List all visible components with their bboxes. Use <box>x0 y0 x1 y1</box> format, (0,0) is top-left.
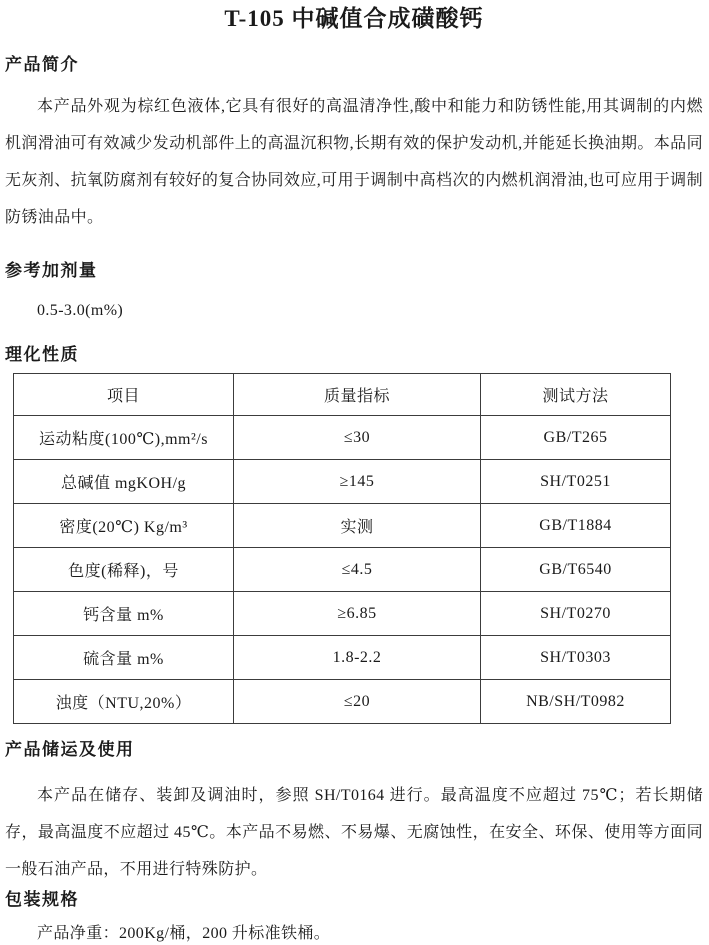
column-header-quality-index: 质量指标 <box>234 374 481 416</box>
table-cell-method: SH/T0270 <box>481 592 671 636</box>
column-header-test-method: 测试方法 <box>481 374 671 416</box>
section-heading-product-intro: 产品简介 <box>5 55 79 74</box>
table-cell-index: 实测 <box>234 504 481 548</box>
table-cell-method: GB/T6540 <box>481 548 671 592</box>
table-row <box>14 504 671 548</box>
document-title: T-105 中碱值合成磺酸钙 <box>224 6 484 31</box>
table-row <box>14 636 671 680</box>
table-row <box>14 416 671 460</box>
table-cell-item: 总碱值 mgKOH/g <box>14 460 234 504</box>
column-header-item: 项目 <box>14 374 234 416</box>
section-heading-packaging: 包装规格 <box>5 890 79 909</box>
table-cell-index: ≤30 <box>234 416 481 460</box>
product-intro-paragraph: 本产品外观为棕红色液体,它具有很好的高温清净性,酸中和能力和防锈性能,用其调制的内燃机润滑油可有效减少发动机部件上的高温沉积物,长期有效的保护发动机,并能延长换油期。本品同无灰剂、抗氧防腐剂有较好的复合协同效应,可用于调制中高档次的内燃机润滑油,也可应用于调制防锈油品中。 <box>5 98 703 226</box>
table-cell-method: SH/T0251 <box>481 460 671 504</box>
table-cell-method: NB/SH/T0982 <box>481 680 671 724</box>
table-cell-index: 1.8-2.2 <box>234 636 481 680</box>
section-heading-storage: 产品储运及使用 <box>5 740 135 759</box>
table-cell-item: 浊度（NTU,20%） <box>14 680 234 724</box>
table-cell-item: 钙含量 m% <box>14 592 234 636</box>
dosage-value: 0.5-3.0(m%) <box>37 302 124 319</box>
properties-table <box>13 373 671 724</box>
table-cell-index: ≥6.85 <box>234 592 481 636</box>
packaging-paragraph: 产品净重：200Kg/桶，200 升标准铁桶。 <box>37 925 331 942</box>
table-row <box>14 592 671 636</box>
table-cell-index: ≤4.5 <box>234 548 481 592</box>
table-cell-method: GB/T1884 <box>481 504 671 548</box>
storage-paragraph: 本产品在储存、装卸及调油时，参照 SH/T0164 进行。最高温度不应超过 75℃；若长期储存，最高温度不应超过 45℃。本产品不易燃、不易爆、无腐蚀性，在安全、环保、使用等方面同一般石油产品，不用进行特殊防护。 <box>5 787 703 878</box>
table-cell-item: 硫含量 m% <box>14 636 234 680</box>
table-cell-index: ≤20 <box>234 680 481 724</box>
table-cell-method: GB/T265 <box>481 416 671 460</box>
table-cell-item: 运动粘度(100℃),mm²/s <box>14 416 234 460</box>
table-row <box>14 680 671 724</box>
table-cell-item: 密度(20℃) Kg/m³ <box>14 504 234 548</box>
table-cell-index: ≥145 <box>234 460 481 504</box>
section-heading-properties: 理化性质 <box>5 345 79 364</box>
table-header-row <box>14 374 671 416</box>
table-row <box>14 548 671 592</box>
section-heading-dosage: 参考加剂量 <box>5 261 98 280</box>
table-cell-method: SH/T0303 <box>481 636 671 680</box>
table-cell-item: 色度(稀释)，号 <box>14 548 234 592</box>
table-row <box>14 460 671 504</box>
